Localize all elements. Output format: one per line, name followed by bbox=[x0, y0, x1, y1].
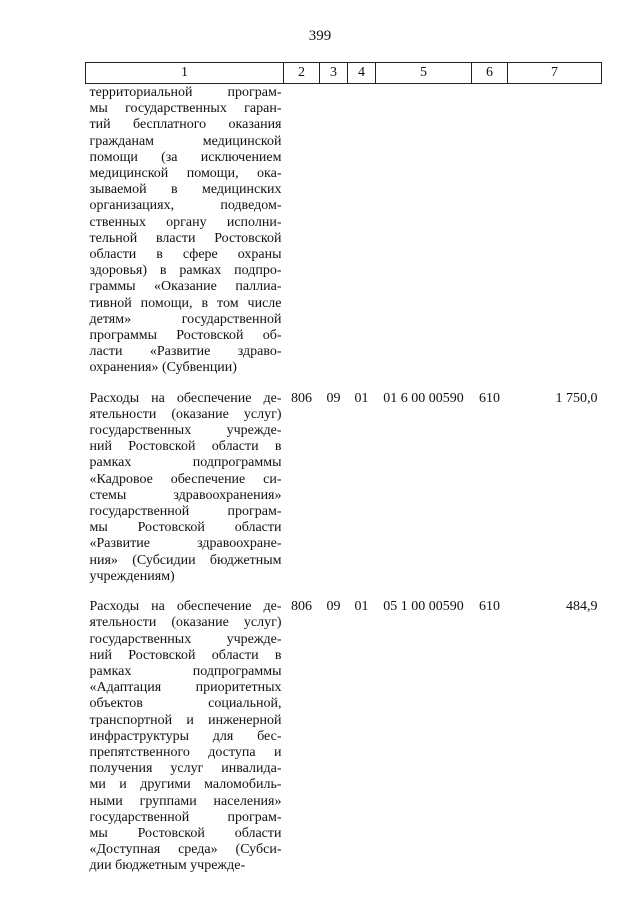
row-col-7 bbox=[508, 84, 602, 391]
description-line: получения услуг инвалида- bbox=[89, 761, 282, 777]
row-col-5: 05 1 00 00590 bbox=[383, 599, 464, 615]
table-row bbox=[86, 84, 602, 391]
row-col-6: 610 bbox=[479, 599, 500, 615]
description-line: инфраструктуры для бес- bbox=[89, 728, 282, 744]
row-description bbox=[86, 599, 284, 888]
description-line: транспортной и инженерной bbox=[89, 712, 282, 728]
page-number: 399 bbox=[308, 28, 332, 44]
row-col-5 bbox=[376, 84, 472, 391]
table-header bbox=[86, 63, 602, 84]
description-line: тий бесплатного оказания bbox=[89, 117, 282, 133]
header-col-3: 3 bbox=[320, 63, 348, 84]
description-line: охранения» (Субвенции) bbox=[89, 360, 237, 376]
description-line: медицинской помощи, ока- bbox=[89, 166, 282, 182]
description-line: государственных учрежде- bbox=[89, 631, 282, 647]
description-line: мы Ростовской области bbox=[89, 520, 282, 536]
row-col-2 bbox=[284, 84, 320, 391]
row-col-7: 1 750,0 bbox=[555, 390, 598, 406]
row-col-2: 806 bbox=[291, 390, 312, 406]
description-line: территориальной програм- bbox=[89, 85, 282, 100]
row-col-6 bbox=[472, 84, 508, 391]
header-col-2: 2 bbox=[284, 63, 320, 84]
description-line: государственной програм- bbox=[89, 504, 282, 520]
description-line: рамках подпрограммы bbox=[89, 663, 282, 679]
header-col-4: 4 bbox=[348, 63, 376, 84]
description-line: тивной помощи, в том числе bbox=[89, 295, 282, 311]
description-line: государственной програм- bbox=[89, 809, 282, 825]
table-row bbox=[86, 391, 602, 599]
description-line: граммы «Оказание паллиа- bbox=[89, 279, 282, 295]
row-col-4: 01 bbox=[354, 599, 369, 615]
description-line: ятельности (оказание услуг) bbox=[89, 615, 282, 631]
description-line: организациях, подведом- bbox=[89, 198, 282, 214]
row-col-3: 09 bbox=[326, 390, 341, 406]
description-line: рамках подпрограммы bbox=[89, 455, 282, 471]
row-col-5: 01 6 00 00590 bbox=[383, 390, 464, 406]
header-col-6: 6 bbox=[472, 63, 508, 84]
description-line: дии бюджетным учрежде- bbox=[89, 858, 246, 874]
row-description bbox=[86, 84, 284, 391]
description-line: мы Ростовской области bbox=[89, 825, 282, 841]
description-line: гражданам медицинской bbox=[89, 133, 282, 149]
description-line: программы Ростовской об- bbox=[89, 328, 282, 344]
table-body bbox=[86, 84, 602, 889]
description-line: тельной власти Ростовской bbox=[89, 230, 282, 246]
description-line: детям» государственной bbox=[89, 311, 282, 327]
description-line: объектов социальной, bbox=[89, 696, 282, 712]
header-row bbox=[86, 63, 602, 84]
row-description bbox=[86, 391, 284, 599]
header-col-7: 7 bbox=[508, 63, 602, 84]
description-line: здоровья) в рамках подпро- bbox=[89, 263, 282, 279]
budget-table bbox=[85, 62, 602, 889]
description-line: препятственного доступа и bbox=[89, 744, 282, 760]
description-line: ний Ростовской области в bbox=[89, 439, 282, 455]
description-line: области в сфере охраны bbox=[89, 247, 282, 263]
row-col-3: 09 bbox=[326, 599, 341, 615]
description-line: ния» (Субсидии бюджетным bbox=[89, 552, 282, 568]
description-line: ласти «Развитие здраво- bbox=[89, 344, 282, 360]
description-line: «Доступная среда» (Субси- bbox=[89, 842, 282, 858]
row-col-4: 01 bbox=[354, 390, 369, 406]
description-line: стемы здравоохранения» bbox=[89, 487, 282, 503]
row-col-7: 484,9 bbox=[566, 599, 598, 615]
description-line: зываемой в медицинских bbox=[89, 182, 282, 198]
description-line: Расходы на обеспечение де- bbox=[89, 599, 282, 615]
row-col-3 bbox=[320, 84, 348, 391]
description-line: ний Ростовской области в bbox=[89, 647, 282, 663]
description-line: ятельности (оказание услуг) bbox=[89, 406, 282, 422]
header-col-5: 5 bbox=[376, 63, 472, 84]
description-line: помощи (за исключением bbox=[89, 149, 282, 165]
header-col-1: 1 bbox=[86, 63, 284, 84]
description-line: мы государственных гаран- bbox=[89, 101, 282, 117]
description-line: Расходы на обеспечение де- bbox=[89, 390, 282, 406]
description-line: «Кадровое обеспечение си- bbox=[89, 471, 282, 487]
row-col-2: 806 bbox=[291, 599, 312, 615]
description-line: «Развитие здравоохране- bbox=[89, 536, 282, 552]
table-row bbox=[86, 599, 602, 888]
description-line: учреждениям) bbox=[89, 568, 175, 584]
description-line: ными группами населения» bbox=[89, 793, 282, 809]
description-line: «Адаптация приоритетных bbox=[89, 680, 282, 696]
row-col-6: 610 bbox=[479, 390, 500, 406]
description-line: ственных органу исполни- bbox=[89, 214, 282, 230]
description-line: ми и другими маломобиль- bbox=[89, 777, 282, 793]
row-col-4 bbox=[348, 84, 376, 391]
description-line: государственных учрежде- bbox=[89, 423, 282, 439]
